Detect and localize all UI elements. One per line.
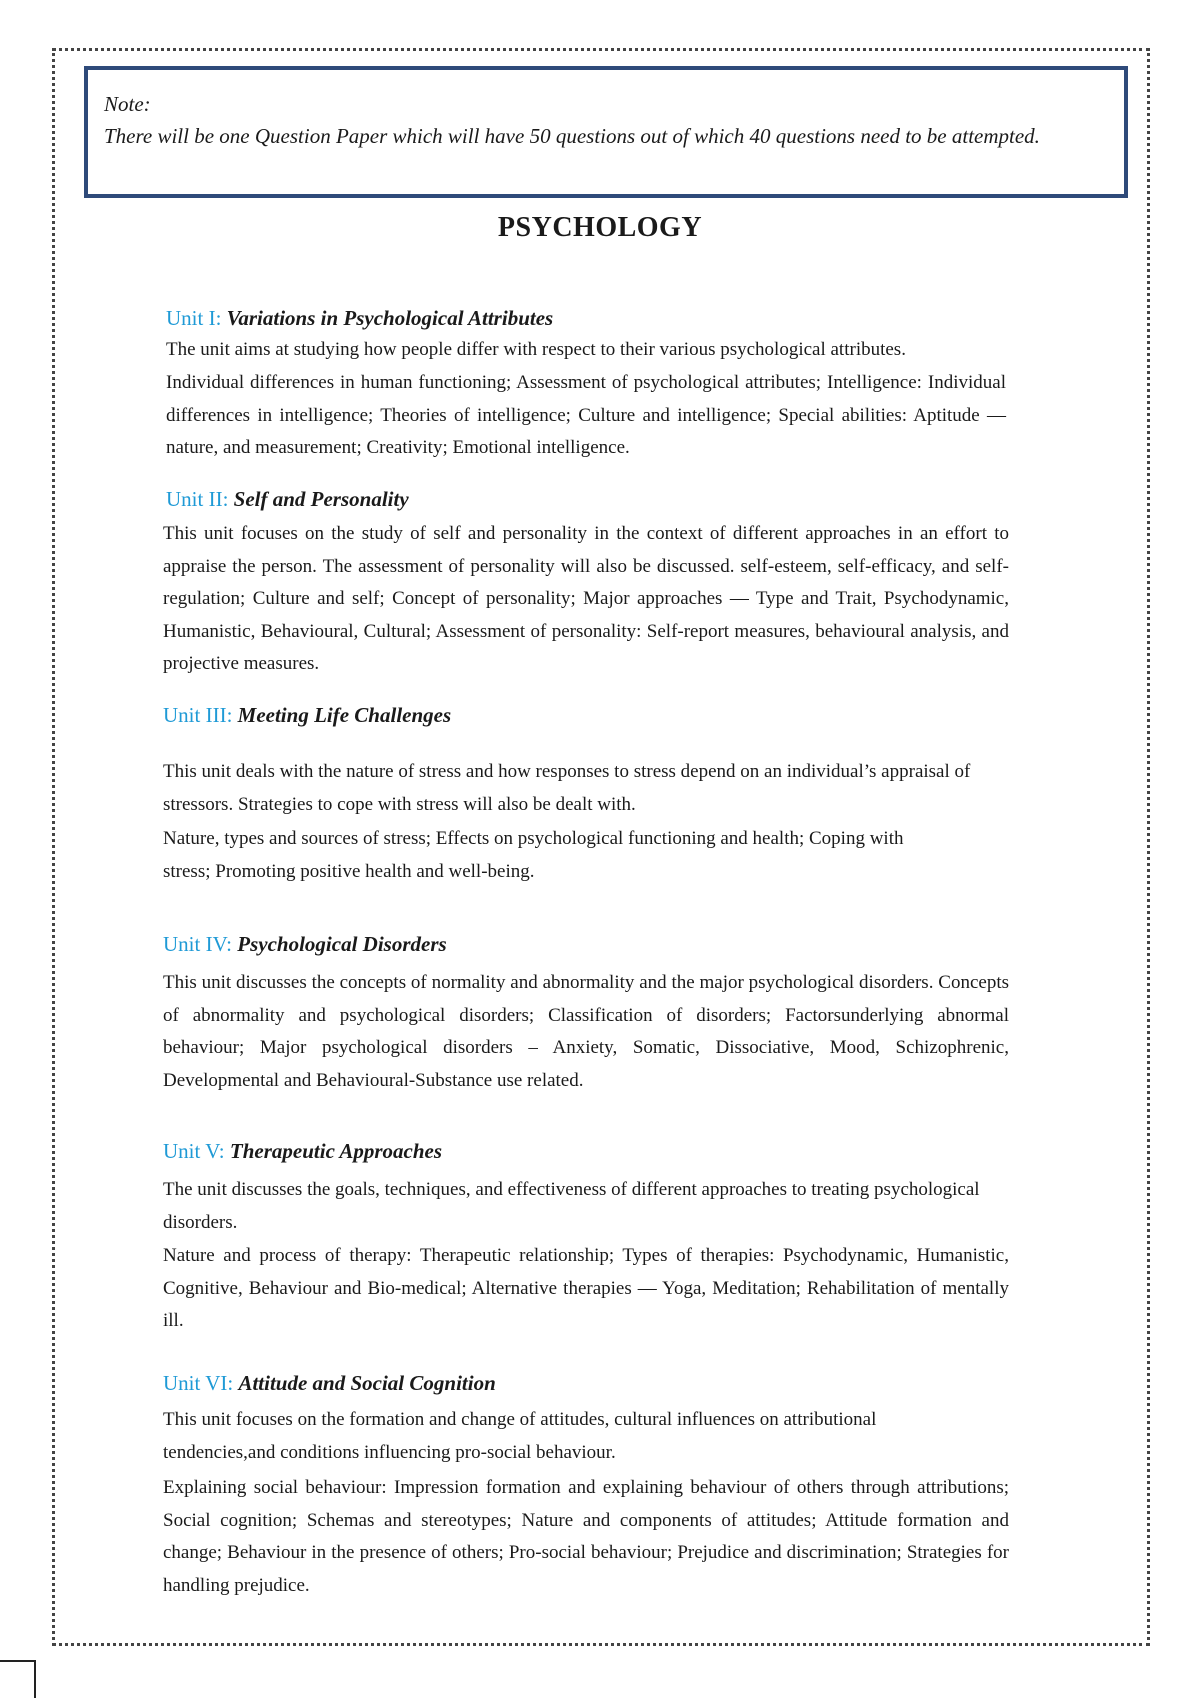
unit-4-title: Psychological Disorders xyxy=(237,932,447,956)
unit-2-body: This unit focuses on the study of self and personality in the context of different approaches in an effort to appraise the person. The assessment of personality will also be discussed. self-esteem, self-efficacy, and self-regulation; Culture and self; Concept of personality; Major approaches — Type and Trait, Psychodynamic, Humanistic, Behavioural, Cultural; Assessment of personality: Self-report measures, behavioural analysis, and projective measures. xyxy=(163,523,1009,674)
note-box xyxy=(84,66,1128,198)
unit-2-heading xyxy=(166,485,409,513)
unit-4-heading xyxy=(163,930,447,958)
unit-6-number: Unit VI: xyxy=(163,1371,234,1395)
unit-5-topics: Nature and process of therapy: Therapeutic relationship; Types of therapies: Psychodynamic, Humanistic, Cognitive, Behaviour and Bio-medical; Alternative therapies — Yoga, Meditation; Rehabilitation of mentally ill. xyxy=(163,1245,1009,1331)
unit-2-number: Unit II: xyxy=(166,487,229,511)
unit-5-heading xyxy=(163,1137,442,1165)
unit-3-topics: Nature, types and sources of stress; Effects on psychological functioning and health; Coping with stress; Promoting positive health and well-being. xyxy=(163,828,904,882)
unit-1-title: Variations in Psychological Attributes xyxy=(226,306,554,330)
unit-3-title: Meeting Life Challenges xyxy=(237,703,452,727)
unit-6-title: Attitude and Social Cognition xyxy=(238,1371,496,1395)
unit-5-title: Therapeutic Approaches xyxy=(229,1139,443,1163)
unit-1-topics: Individual differences in human functioning; Assessment of psychological attributes; Intelligence: Individual differences in intelligence; Theories of intelligence; Culture and intelligence; Special abilities: Aptitude — nature, and measurement; Creativity; Emotional intelligence. xyxy=(166,372,1006,458)
page-corner-mark xyxy=(0,1660,36,1698)
unit-6-topics: Explaining social behaviour: Impression formation and explaining behaviour of others through attributions; Social cognition; Schemas and stereotypes; Nature and components of attitudes; Attitude formation and change; Behaviour in the presence of others; Pro-social behaviour; Prejudice and discrimination; Strategies for handling prejudice. xyxy=(163,1477,1009,1596)
unit-1-heading xyxy=(166,304,553,332)
unit-2-title: Self and Personality xyxy=(233,487,409,511)
unit-1-intro: The unit aims at studying how people differ with respect to their various psychological attributes. xyxy=(166,339,906,360)
note-label: Note: xyxy=(104,92,151,116)
unit-3-number: Unit III: xyxy=(163,703,233,727)
note-text: There will be one Question Paper which will have 50 questions out of which 40 questions need to be attempted. xyxy=(104,124,1040,148)
unit-5-number: Unit V: xyxy=(163,1139,225,1163)
unit-4-number: Unit IV: xyxy=(163,932,233,956)
unit-4-body: This unit discusses the concepts of normality and abnormality and the major psychological disorders. Concepts of abnormality and psychological disorders; Classification of disorders; Factorsunderlying abnormal behaviour; Major psychological disorders – Anxiety, Somatic, Dissociative, Mood, Schizophrenic, Developmental and Behavioural-Substance use related. xyxy=(163,972,1009,1091)
unit-3-intro: This unit deals with the nature of stress and how responses to stress depend on an individual’s appraisal of stressors. Strategies to cope with stress will also be dealt with. xyxy=(163,761,971,815)
page-title: PSYCHOLOGY xyxy=(497,212,703,243)
unit-5-intro: The unit discusses the goals, techniques, and effectiveness of different approaches to treating psychological disorders. xyxy=(163,1179,980,1233)
unit-3-heading xyxy=(163,701,451,729)
unit-6-intro: This unit focuses on the formation and change of attitudes, cultural influences on attributional tendencies,and conditions influencing pro-social behaviour. xyxy=(163,1409,877,1463)
unit-1-number: Unit I: xyxy=(166,306,222,330)
unit-6-heading xyxy=(163,1369,496,1397)
